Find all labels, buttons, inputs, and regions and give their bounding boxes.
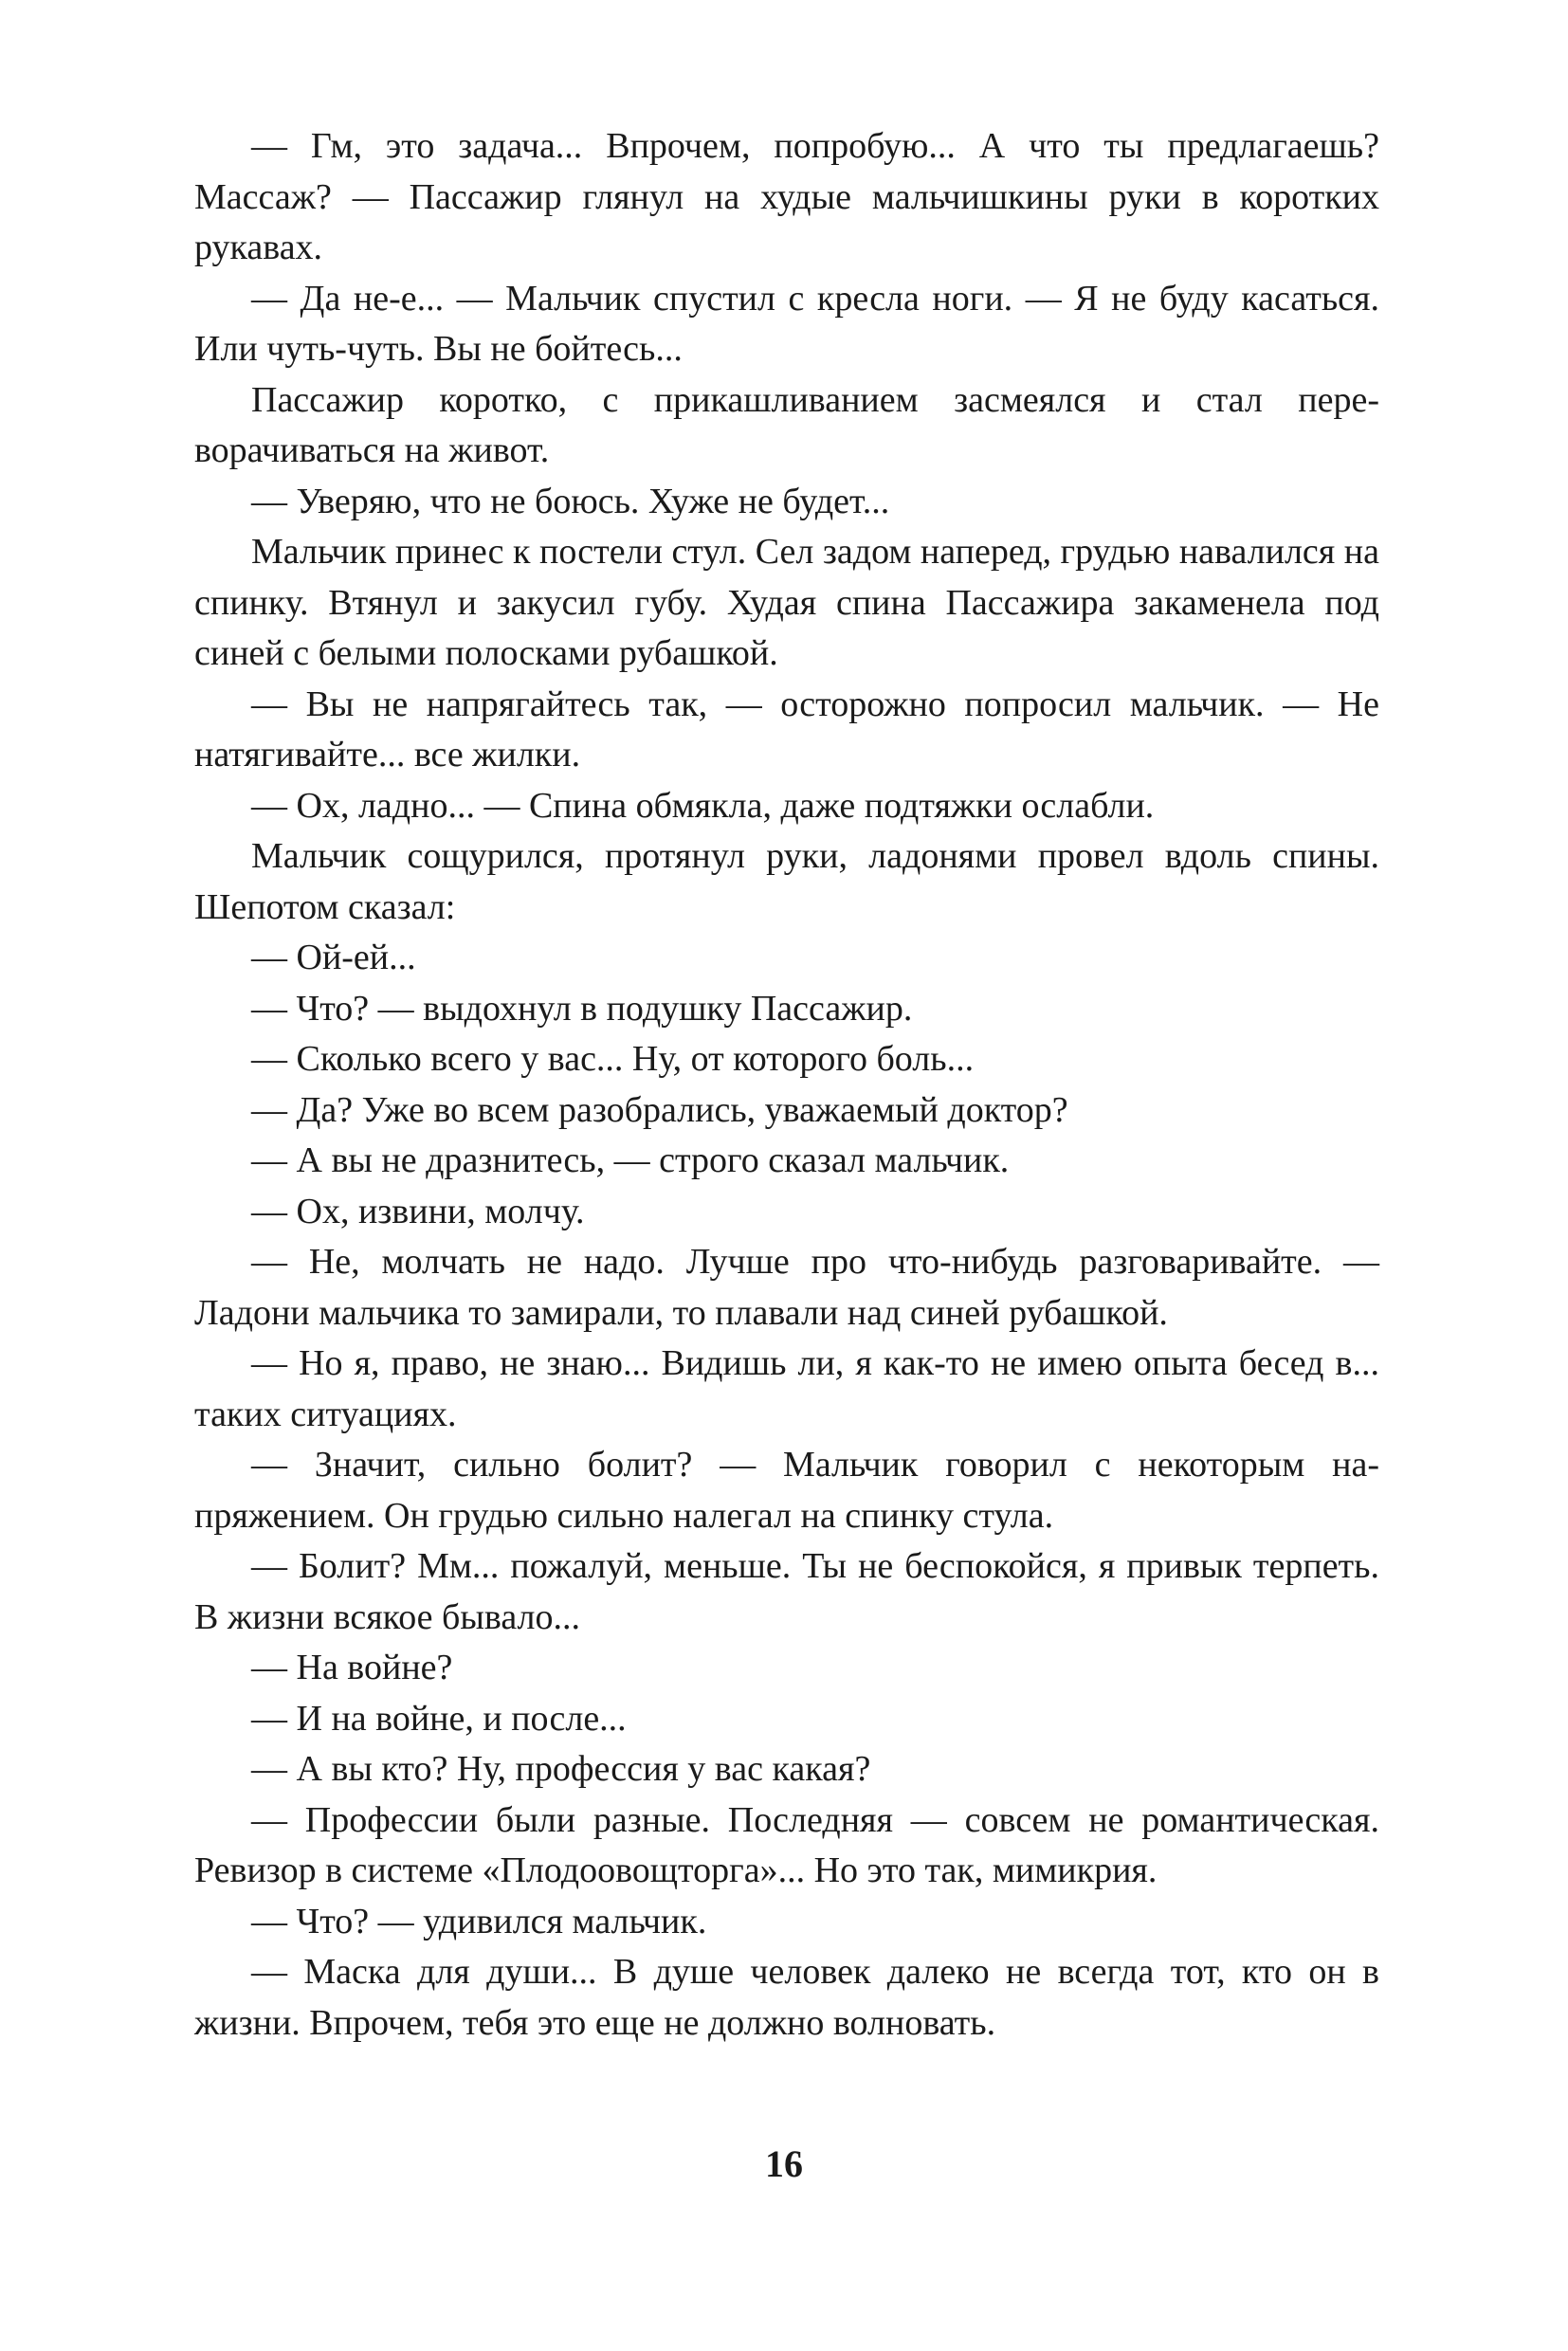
paragraph: — Болит? Мм... пожалуй, меньше. Ты не беспокойся, я привык терпеть. В жизни всякое бывало...: [194, 1546, 1379, 1637]
paragraph: — Ой-ей...: [251, 938, 416, 977]
paragraph: — А вы не дразнитесь, — строго сказал мальчик.: [251, 1140, 1010, 1180]
paragraph: — И на войне, и после...: [251, 1698, 627, 1739]
paragraph: — Профессии были разные. Последняя — совсем не романтическая. Ревизор в системе «Плодоовощторга»... Но это так, мимикрия.: [194, 1799, 1379, 1890]
paragraph: — Уверяю, что не боюсь. Хуже не будет...: [251, 481, 890, 521]
paragraph: — Маска для души... В душе человек далеко не всегда тот, кто он в жизни. Впрочем, тебя это еще не должно волновать.: [194, 1952, 1379, 2043]
paragraph: Мальчик сощурился, протянул руки, ладонями провел вдоль спины. Шепотом сказал:: [194, 836, 1379, 927]
paragraph: — Сколько всего у вас... Ну, от которого боль...: [251, 1039, 975, 1079]
paragraph: — Что? — выдохнул в подушку Пассажир.: [251, 988, 913, 1029]
paragraph: — Ох, ладно... — Спина обмякла, даже подтяжки ослабли.: [251, 785, 1155, 826]
paragraph: Мальчик принес к постели стул. Сел задом наперед, грудью навалился на спинку. Втянул и закусил губу. Худая спина Пассажира закаменела под синей с белыми полосками рубашкой.: [194, 532, 1379, 673]
paragraph: Пассажир коротко, с прикашливанием засмеялся и стал переворачиваться на живот.: [194, 379, 1379, 470]
paragraph: — Не, молчать не надо. Лучше про что-нибудь разговаривайте. — Ладони мальчика то замирали, то плавали над синей рубашкой.: [194, 1242, 1379, 1333]
paragraph: — Да? Уже во всем разобрались, уважаемый доктор?: [251, 1089, 1068, 1130]
paragraph: — Но я, право, не знаю... Видишь ли, я как-то не имею опыта бесед в... таких ситуациях.: [194, 1343, 1379, 1434]
paragraph: — Вы не напрягайтесь так, — осторожно попросил мальчик. — Не натягивайте... все жилки.: [194, 683, 1379, 775]
paragraph: — Ох, извини, молчу.: [251, 1191, 585, 1231]
paragraph: — Что? — удивился мальчик.: [251, 1901, 707, 1941]
page-number: 16: [765, 2142, 803, 2185]
paragraph: — А вы кто? Ну, профессия у вас какая?: [251, 1749, 871, 1789]
paragraph: — Значит, сильно болит? — Мальчик говорил с некоторым напряжением. Он грудью сильно налегал на спинку стула.: [194, 1445, 1379, 1536]
paragraph: — Гм, это задача... Впрочем, попробую... А что ты предлагаешь? Массаж? — Пассажир глянул на худые мальчишкины руки в коротких рукавах.: [194, 126, 1379, 267]
paragraph: — На войне?: [251, 1648, 453, 1687]
page-body-text: [194, 121, 1379, 2049]
paragraph: — Да не-е... — Мальчик спустил с кресла ноги. — Я не буду касаться. Или чуть-чуть. Вы не бойтесь...: [194, 278, 1379, 369]
